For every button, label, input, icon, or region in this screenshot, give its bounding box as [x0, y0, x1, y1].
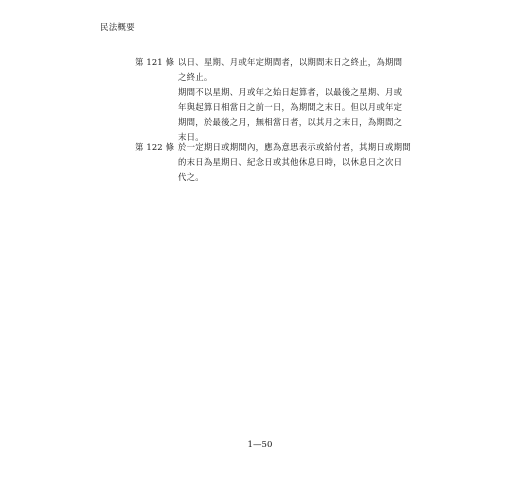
article-text-line: 的末日為星期日、紀念日或其他休息日時，以休息日之次日 [178, 157, 403, 167]
article-text-line: 於一定期日或期間內，應為意思表示或給付者，其期日或期間 [178, 142, 411, 152]
article-text-line: 以日、星期、月或年定期間者，以期間末日之終止，為期間 [178, 57, 403, 67]
article-body [178, 55, 421, 145]
article-text-line: 期間不以星期、月或年之始日起算者，以最後之星期、月或 [178, 87, 403, 97]
article-body [178, 140, 421, 185]
article-number: 第 122 條 [135, 142, 175, 152]
article-text-line: 期間，於最後之月，無相當日者，以其月之末日，為期間之 [178, 117, 403, 127]
article-text-line: 代之。 [178, 172, 204, 182]
running-header: 民法概要 [100, 23, 135, 33]
page-number: 1—50 [247, 440, 273, 450]
article-text-line: 年與起算日相當日之前一日，為期間之末日。但以月或年定 [178, 102, 403, 112]
article-number: 第 121 條 [135, 57, 175, 67]
article-text-line: 末日。 [178, 132, 204, 142]
article-text-line: 之終止。 [178, 72, 213, 82]
